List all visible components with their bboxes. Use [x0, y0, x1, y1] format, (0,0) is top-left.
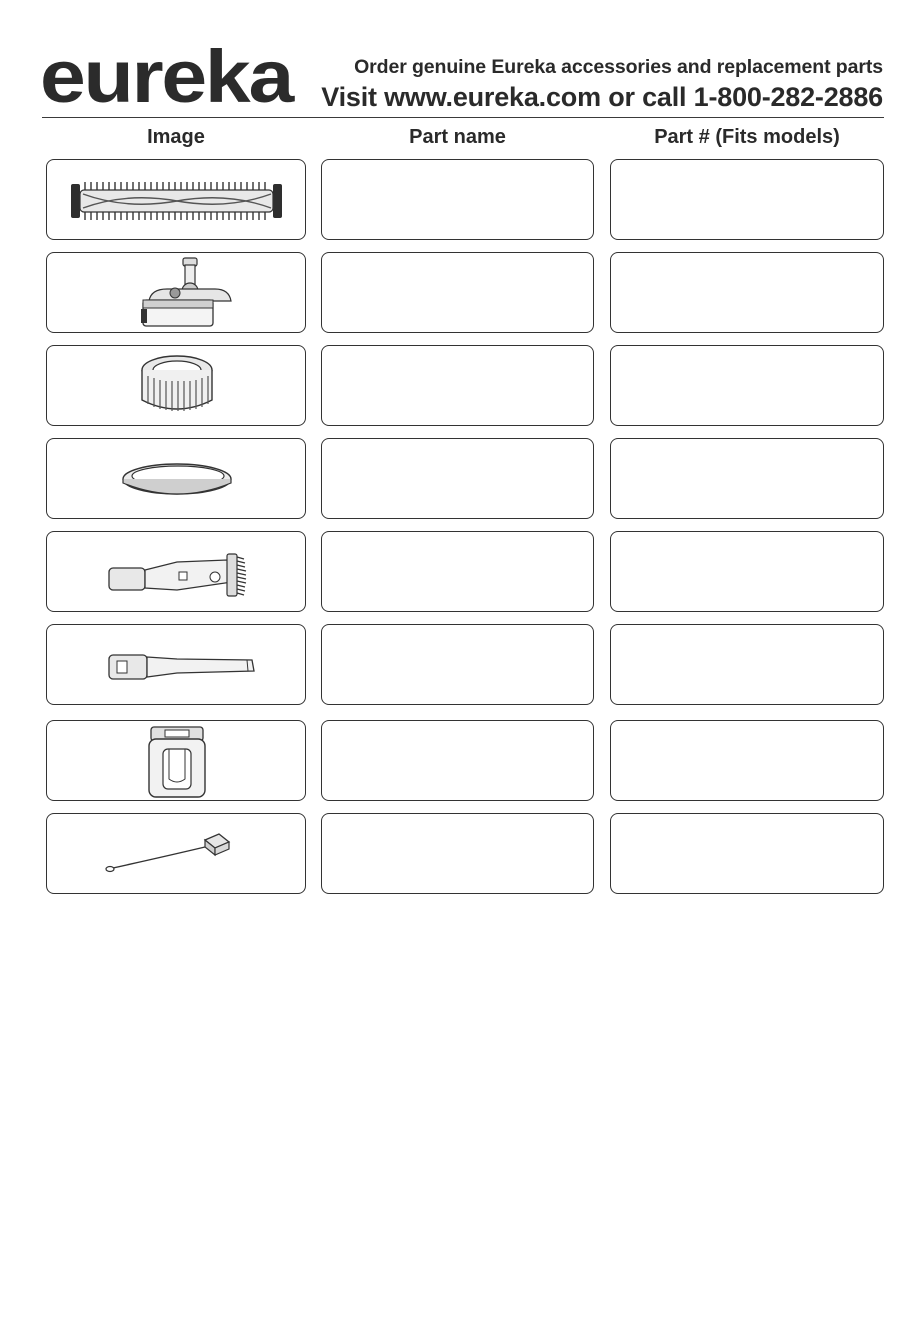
page-header	[0, 0, 914, 120]
svg-text:eureka: eureka	[40, 36, 295, 108]
dusting-brush-icon	[47, 532, 307, 613]
filter-icon	[47, 346, 307, 427]
part-name-cell[interactable]	[321, 813, 594, 894]
image-cell	[46, 252, 306, 333]
part-number-cell[interactable]	[610, 345, 884, 426]
image-cell	[46, 813, 306, 894]
part-name-cell[interactable]	[321, 720, 594, 801]
brush-roll-icon	[47, 160, 307, 241]
battery-pack-icon	[47, 721, 307, 802]
charger-adapter-icon	[47, 814, 307, 895]
image-cell	[46, 438, 306, 519]
part-name-cell[interactable]	[321, 345, 594, 426]
image-cell	[46, 531, 306, 612]
column-header-part-number: Part # (Fits models)	[654, 126, 840, 148]
part-number-cell[interactable]	[610, 720, 884, 801]
part-name-cell[interactable]	[321, 252, 594, 333]
part-number-cell[interactable]	[610, 531, 884, 612]
part-number-cell[interactable]	[610, 813, 884, 894]
part-number-cell[interactable]	[610, 159, 884, 240]
floor-nozzle-icon	[47, 253, 307, 334]
image-cell	[46, 345, 306, 426]
contact-line: Visit www.eureka.com or call 1-800-282-2886	[321, 82, 883, 112]
part-name-cell[interactable]	[321, 531, 594, 612]
column-header-part-name: Part name	[409, 126, 506, 148]
eureka-logo	[40, 36, 295, 108]
part-name-cell[interactable]	[321, 438, 594, 519]
tagline: Order genuine Eureka accessories and replacement parts	[354, 56, 883, 78]
image-cell	[46, 159, 306, 240]
image-cell	[46, 624, 306, 705]
part-number-cell[interactable]	[610, 624, 884, 705]
header-divider	[42, 117, 884, 118]
part-number-cell[interactable]	[610, 252, 884, 333]
image-cell	[46, 720, 306, 801]
filter-ring-icon	[47, 439, 307, 520]
column-header-image: Image	[147, 126, 205, 148]
part-name-cell[interactable]	[321, 624, 594, 705]
crevice-tool-icon	[47, 625, 307, 706]
part-name-cell[interactable]	[321, 159, 594, 240]
part-number-cell[interactable]	[610, 438, 884, 519]
